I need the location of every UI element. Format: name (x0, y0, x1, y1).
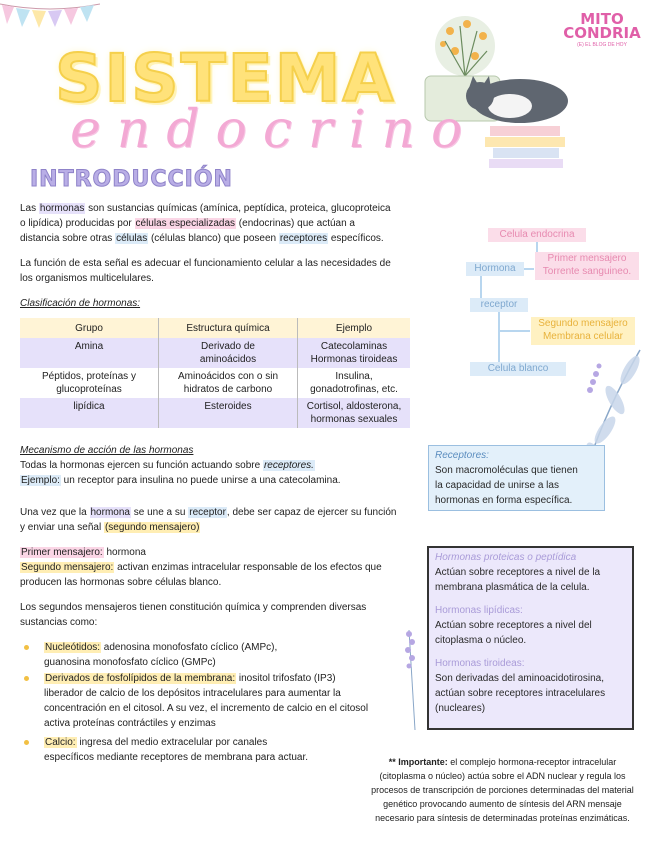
text: liberador de calcio de los depósitos intracelulares para aumentar la (44, 688, 341, 699)
table-cell (159, 398, 298, 428)
importante-label: ** Importante: (388, 757, 448, 767)
box-line: Torrente sanguineo. (542, 266, 632, 277)
mensajeros-paragraph (20, 545, 425, 590)
table-cell (298, 338, 411, 368)
term-calcio: Calcio: (45, 737, 76, 748)
connector-line (500, 330, 530, 332)
table-cell (159, 368, 298, 398)
receptores-title: Receptores: (435, 450, 489, 461)
term-segundo-mensajero: (segundo mensajero) (104, 522, 200, 533)
box-celula-endocrina: Celula endocrina (488, 228, 586, 242)
text: producen las hormonas sobre células blanco. (20, 577, 222, 588)
text: genético provocando aumento de síntesis del ARN mensaje (383, 799, 622, 809)
text: adenosina monofosfato cíclico (AMPc), (101, 642, 278, 653)
text: procesos de transcripción de porciones determinadas del material (371, 785, 634, 795)
lavender-sprig-icon (395, 620, 435, 730)
text: inositol trifosfato (IP3) (236, 673, 336, 684)
connector-line (480, 276, 482, 298)
text: hormona (103, 547, 146, 558)
text: los organismos multicelulares. (20, 273, 154, 284)
text: Actúan sobre receptores a nivel del (435, 620, 592, 631)
text: específicos mediante receptores de membrana para actuar. (44, 752, 309, 763)
text: el complejo hormona-receptor intracelular (447, 757, 617, 767)
cell-line: Péptidos, proteínas y (42, 371, 136, 382)
list-item (44, 640, 424, 670)
text: (nucleares) (435, 703, 486, 714)
text: membrana plasmática de la celula. (435, 582, 590, 593)
type-title: Hormonas lipídicas: (435, 605, 523, 616)
cell-line: Aminoácidos con o sin (177, 371, 279, 382)
term-receptores: receptores (279, 233, 328, 244)
table-header-row (20, 318, 410, 338)
type-title: Hormonas proteicas o peptídica (435, 552, 577, 563)
table-row (20, 368, 410, 398)
receptores-box (428, 445, 605, 511)
text: concentración en el citosol. A su vez, el incremento de calcio en el citosol (44, 703, 369, 714)
text: un receptor para insulina no puede unirse a una catecolamina. (60, 475, 341, 486)
list-item (44, 671, 424, 731)
cell-line: hidratos de carbono (183, 384, 273, 395)
text: Actúan sobre receptores a nivel de la (435, 567, 601, 578)
text: guanosina monofosfato cíclico (GMPc) (44, 657, 216, 668)
text: específicos. (328, 233, 384, 244)
text: Todas la hormonas ejercen su función actuando sobre (20, 460, 263, 471)
title-sistema: SISTEMA (55, 40, 396, 117)
text: distancia sobre otras (20, 233, 116, 244)
table-cell (20, 368, 159, 398)
classification-table (20, 318, 410, 428)
text: ingresa del medio extracelular por canales (76, 737, 268, 748)
text: Son derivadas del aminoacidotirosina, (435, 673, 604, 684)
text: son sustancias químicas (amínica, peptídica, proteica, glucoproteica (85, 203, 391, 214)
cell-line: glucoproteínas (56, 384, 122, 395)
text: y enviar una señal (20, 522, 104, 533)
table-cell (298, 368, 411, 398)
logo-subtitle: (E) EL BLOG DE HOY (577, 42, 627, 48)
box-line: Segundo mensajero (538, 318, 628, 329)
term-hormonas: hormonas (39, 203, 85, 214)
cell-line: lipídica (73, 401, 105, 412)
table-cell (20, 338, 159, 368)
table-row (20, 338, 410, 368)
cell-line: aminoácidos (199, 354, 257, 365)
term-hormona: hormona (90, 507, 130, 518)
term-segundo-mensajero-label: Segundo mensajero: (21, 562, 114, 573)
text: actúan sobre receptores intracelulares (435, 688, 606, 699)
connector-line (498, 312, 500, 362)
term-fosfolipidos: Derivados de fosfolípidos de la membrana: (45, 673, 236, 684)
intro-paragraph (20, 201, 420, 246)
text: activa proteínas contráctiles y enzimas (44, 718, 216, 729)
table-row (20, 398, 410, 428)
bullet-dot (24, 676, 29, 681)
text: (células blanco) que poseen (148, 233, 279, 244)
cell-line: Cortisol, aldosterona, (306, 401, 402, 412)
intro-paragraph-2 (20, 256, 420, 286)
cell-line: Insulina, (335, 371, 373, 382)
term-primer-mensajero: Primer mensajero: (21, 547, 103, 558)
table-cell (159, 338, 298, 368)
box-line: Primer mensajero (547, 253, 627, 264)
header-ejemplo: Ejemplo (298, 318, 411, 338)
text: Una vez que la (20, 507, 90, 518)
text: hormonas en forma específica. (435, 495, 573, 506)
header-estructura: Estructura química (159, 318, 298, 338)
cell-line: Catecolaminas (320, 341, 388, 352)
text: necesario para síntesis de determinadas proteínas enzimáticas. (375, 813, 630, 823)
cell-line: hormonas sexuales (310, 414, 398, 425)
text: Los segundos mensajeros tienen constitución química y comprenden diversas (20, 602, 367, 613)
text: La función de esta señal es adecuar el funcionamiento celular a las necesidades de (20, 258, 391, 269)
box-receptor: receptor (470, 298, 528, 312)
cell-line: gonadotrofinas, etc. (310, 384, 398, 395)
text: se une a su (130, 507, 189, 518)
connector-line (524, 268, 534, 270)
text: Las (20, 203, 39, 214)
box-primer-mensajero (535, 252, 639, 280)
term-nucleotidos: Nucleótidos: (45, 642, 101, 653)
mechanism-paragraph-2 (20, 505, 425, 535)
box-celula-blanco: Celula blanco (470, 362, 566, 376)
cell-line: Hormonas tiroideas (310, 354, 398, 365)
text: (citoplasma o núcleo) actúa sobre el ADN nuclear y regula los (379, 771, 626, 781)
brand-logo (562, 12, 642, 48)
bunting-decoration (0, 0, 100, 30)
type-title: Hormonas tiroideas: (435, 658, 525, 669)
cell-line: Amina (74, 341, 104, 352)
segundos-paragraph (20, 600, 425, 630)
importante-note (360, 755, 645, 825)
header-grupo: Grupo (20, 318, 159, 338)
term-receptores: receptores. (263, 460, 314, 471)
intro-heading: INTRODUCCIÓN (30, 167, 233, 192)
text: (endocrinas) que actúan a (236, 218, 355, 229)
text: la capacidad de unirse a las (435, 480, 559, 491)
bullet-dot (24, 740, 29, 745)
text: o lipídica) producidas por (20, 218, 135, 229)
logo-name: MITO CONDRIA (563, 10, 641, 42)
term-celulas-especializadas: células especializadas (135, 218, 236, 229)
box-hormona: Hormona (466, 262, 524, 276)
term-ejemplo: Ejemplo: (21, 475, 60, 486)
box-line: Membrana celular (542, 331, 624, 342)
mechanism-heading: Mecanismo de acción de las hormonas (20, 445, 194, 456)
term-receptor: receptor (189, 507, 226, 518)
text: activan enzimas intracelular responsable de los efectos que (114, 562, 382, 573)
bullet-dot (24, 645, 29, 650)
cell-line: Esteroides (204, 401, 252, 412)
text: sustancias como: (20, 617, 98, 628)
table-cell (20, 398, 159, 428)
text: citoplasma o núcleo. (435, 635, 527, 646)
mechanism-paragraph (20, 458, 420, 488)
title-endocrino: endocrino (70, 100, 479, 160)
table-cell (298, 398, 411, 428)
hormone-types-box (427, 546, 634, 730)
term-celulas: células (116, 233, 148, 244)
classification-heading: Clasificación de hormonas: (20, 298, 141, 309)
text: Son macromoléculas que tienen (435, 465, 578, 476)
cell-line: Derivado de (201, 341, 255, 352)
text: , debe ser capaz de ejercer su función (226, 507, 397, 518)
